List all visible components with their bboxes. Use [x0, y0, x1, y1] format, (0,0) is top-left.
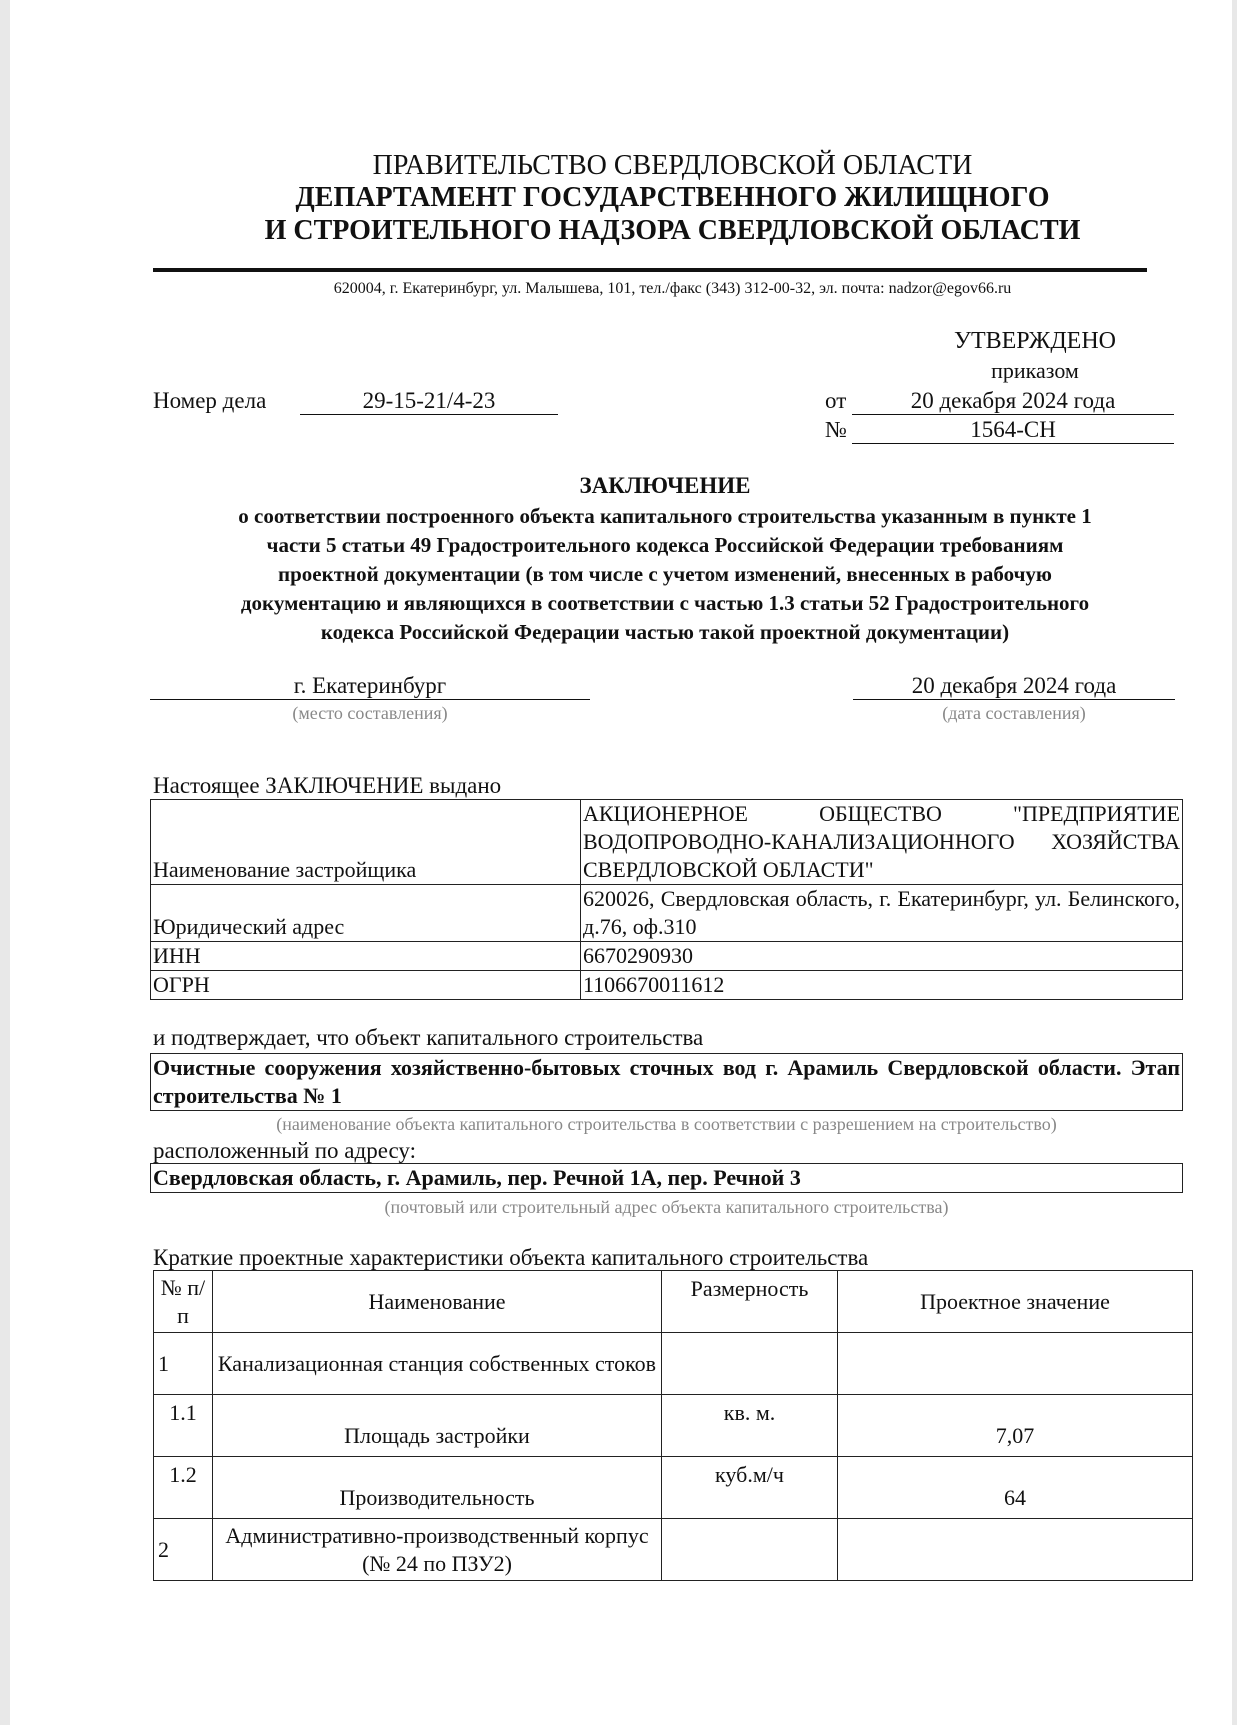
row-value: 64: [838, 1457, 1193, 1519]
conclusion-line: о соответствии построенного объекта капитального строительства указанным в пункте 1: [238, 504, 1092, 528]
row-name: Площадь застройки: [213, 1395, 662, 1457]
row-dim: [662, 1333, 838, 1395]
legal-address-label: Юридический адрес: [151, 885, 581, 942]
row-value: 7,07: [838, 1395, 1193, 1457]
table-row: [154, 1519, 1193, 1581]
issued-label: Настоящее ЗАКЛЮЧЕНИЕ выдано: [153, 773, 502, 798]
inn-label: ИНН: [151, 942, 581, 971]
object-name: Очистные сооружения хозяйственно-бытовых сточных вод г. Арамиль Свердловской области. Этап строительства № 1: [150, 1053, 1183, 1111]
date-value: 20 декабря 2024 года: [853, 673, 1175, 700]
characteristics-table: [153, 1270, 1193, 1581]
row-num: 2: [154, 1519, 213, 1581]
inn-value: 6670290930: [581, 942, 1183, 971]
date-caption: (дата составления): [942, 703, 1086, 723]
table-row: [151, 942, 1183, 971]
table-header-row: [154, 1271, 1193, 1333]
conclusion-line: проектной документации (в том числе с учетом изменений, внесенных в рабочую: [278, 562, 1052, 586]
ogrn-label: ОГРН: [151, 971, 581, 1000]
object-address: Свердловская область, г. Арамиль, пер. Речной 1А, пер. Речной 3: [150, 1163, 1183, 1193]
row-num: 1.1: [154, 1395, 213, 1457]
header-num: № п/п: [154, 1271, 213, 1333]
place-value: г. Екатеринбург: [150, 673, 590, 700]
characteristics-label: Краткие проектные характеристики объекта капитального строительства: [153, 1245, 869, 1270]
row-name: Административно-производственный корпус (№ 24 по ПЗУ2): [213, 1519, 662, 1581]
header-divider: [153, 268, 1147, 272]
ogrn-value: 1106670011612: [581, 971, 1183, 1000]
object-intro: и подтверждает, что объект капитального строительства: [153, 1025, 704, 1050]
conclusion-line: части 5 статьи 49 Градостроительного кодекса Российской Федерации требованиям: [266, 533, 1064, 557]
conclusion-subtitle: [155, 502, 1175, 647]
row-dim: куб.м/ч: [662, 1457, 838, 1519]
conclusion-title: ЗАКЛЮЧЕНИЕ: [579, 473, 751, 498]
table-row: [154, 1457, 1193, 1519]
header-government: ПРАВИТЕЛЬСТВО СВЕРДЛОВСКОЙ ОБЛАСТИ: [372, 150, 973, 181]
table-row: [154, 1395, 1193, 1457]
conclusion-line: документацию и являющихся в соответствии с частью 1.3 статьи 52 Градостроительного: [240, 591, 1090, 615]
object-name-caption: (наименование объекта капитального строительства в соответствии с разрешением на строительство): [276, 1114, 1057, 1134]
header-dim: Размерность: [662, 1271, 838, 1333]
case-label: Номер дела: [153, 388, 267, 413]
table-row: [151, 971, 1183, 1000]
order-number: 1564-СН: [852, 417, 1174, 444]
place-caption: (место составления): [292, 703, 448, 723]
header-address: 620004, г. Екатеринбург, ул. Малышева, 101, тел./факс (343) 312-00-32, эл. почта: nadzor@egov66.ru: [333, 280, 1012, 297]
row-value: [838, 1519, 1193, 1581]
case-number: 29-15-21/4-23: [300, 388, 558, 415]
header-name: Наименование: [213, 1271, 662, 1333]
order-date: 20 декабря 2024 года: [852, 388, 1174, 415]
header-department-line2: И СТРОИТЕЛЬНОГО НАДЗОРА СВЕРДЛОВСКОЙ ОБЛАСТИ: [264, 215, 1081, 246]
table-row: [154, 1333, 1193, 1395]
header-department-line1: ДЕПАРТАМЕНТ ГОСУДАРСТВЕННОГО ЖИЛИЩНОГО: [295, 182, 1050, 213]
developer-table: [150, 799, 1183, 1000]
row-dim: [662, 1519, 838, 1581]
header-value: Проектное значение: [838, 1271, 1193, 1333]
order-label: приказом: [991, 358, 1079, 383]
object-address-caption: (почтовый или строительный адрес объекта капитального строительства): [384, 1197, 949, 1217]
legal-address-value: 620026, Свердловская область, г. Екатеринбург, ул. Белинского, д.76, оф.310: [581, 885, 1183, 942]
table-row: [151, 800, 1183, 885]
conclusion-line: кодекса Российской Федерации частью такой проектной документации): [320, 620, 1010, 644]
approved-label: УТВЕРЖДЕНО: [953, 328, 1117, 354]
located-label: расположенный по адресу:: [153, 1138, 416, 1163]
developer-name-label: Наименование застройщика: [151, 800, 581, 885]
row-dim: кв. м.: [662, 1395, 838, 1457]
developer-name-value: АКЦИОНЕРНОЕ ОБЩЕСТВО "ПРЕДПРИЯТИЕ ВОДОПРОВОДНО-КАНАЛИЗАЦИОННОГО ХОЗЯЙСТВА СВЕРДЛОВСКОЙ ОБЛАСТИ": [581, 800, 1183, 885]
table-row: [151, 885, 1183, 942]
row-num: 1.2: [154, 1457, 213, 1519]
order-from-label: от: [825, 388, 847, 413]
row-name: Производительность: [213, 1457, 662, 1519]
row-name: Канализационная станция собственных стоков: [213, 1333, 662, 1395]
row-num: 1: [154, 1333, 213, 1395]
document-page: [10, 0, 1232, 1725]
order-number-label: №: [825, 417, 847, 442]
row-value: [838, 1333, 1193, 1395]
